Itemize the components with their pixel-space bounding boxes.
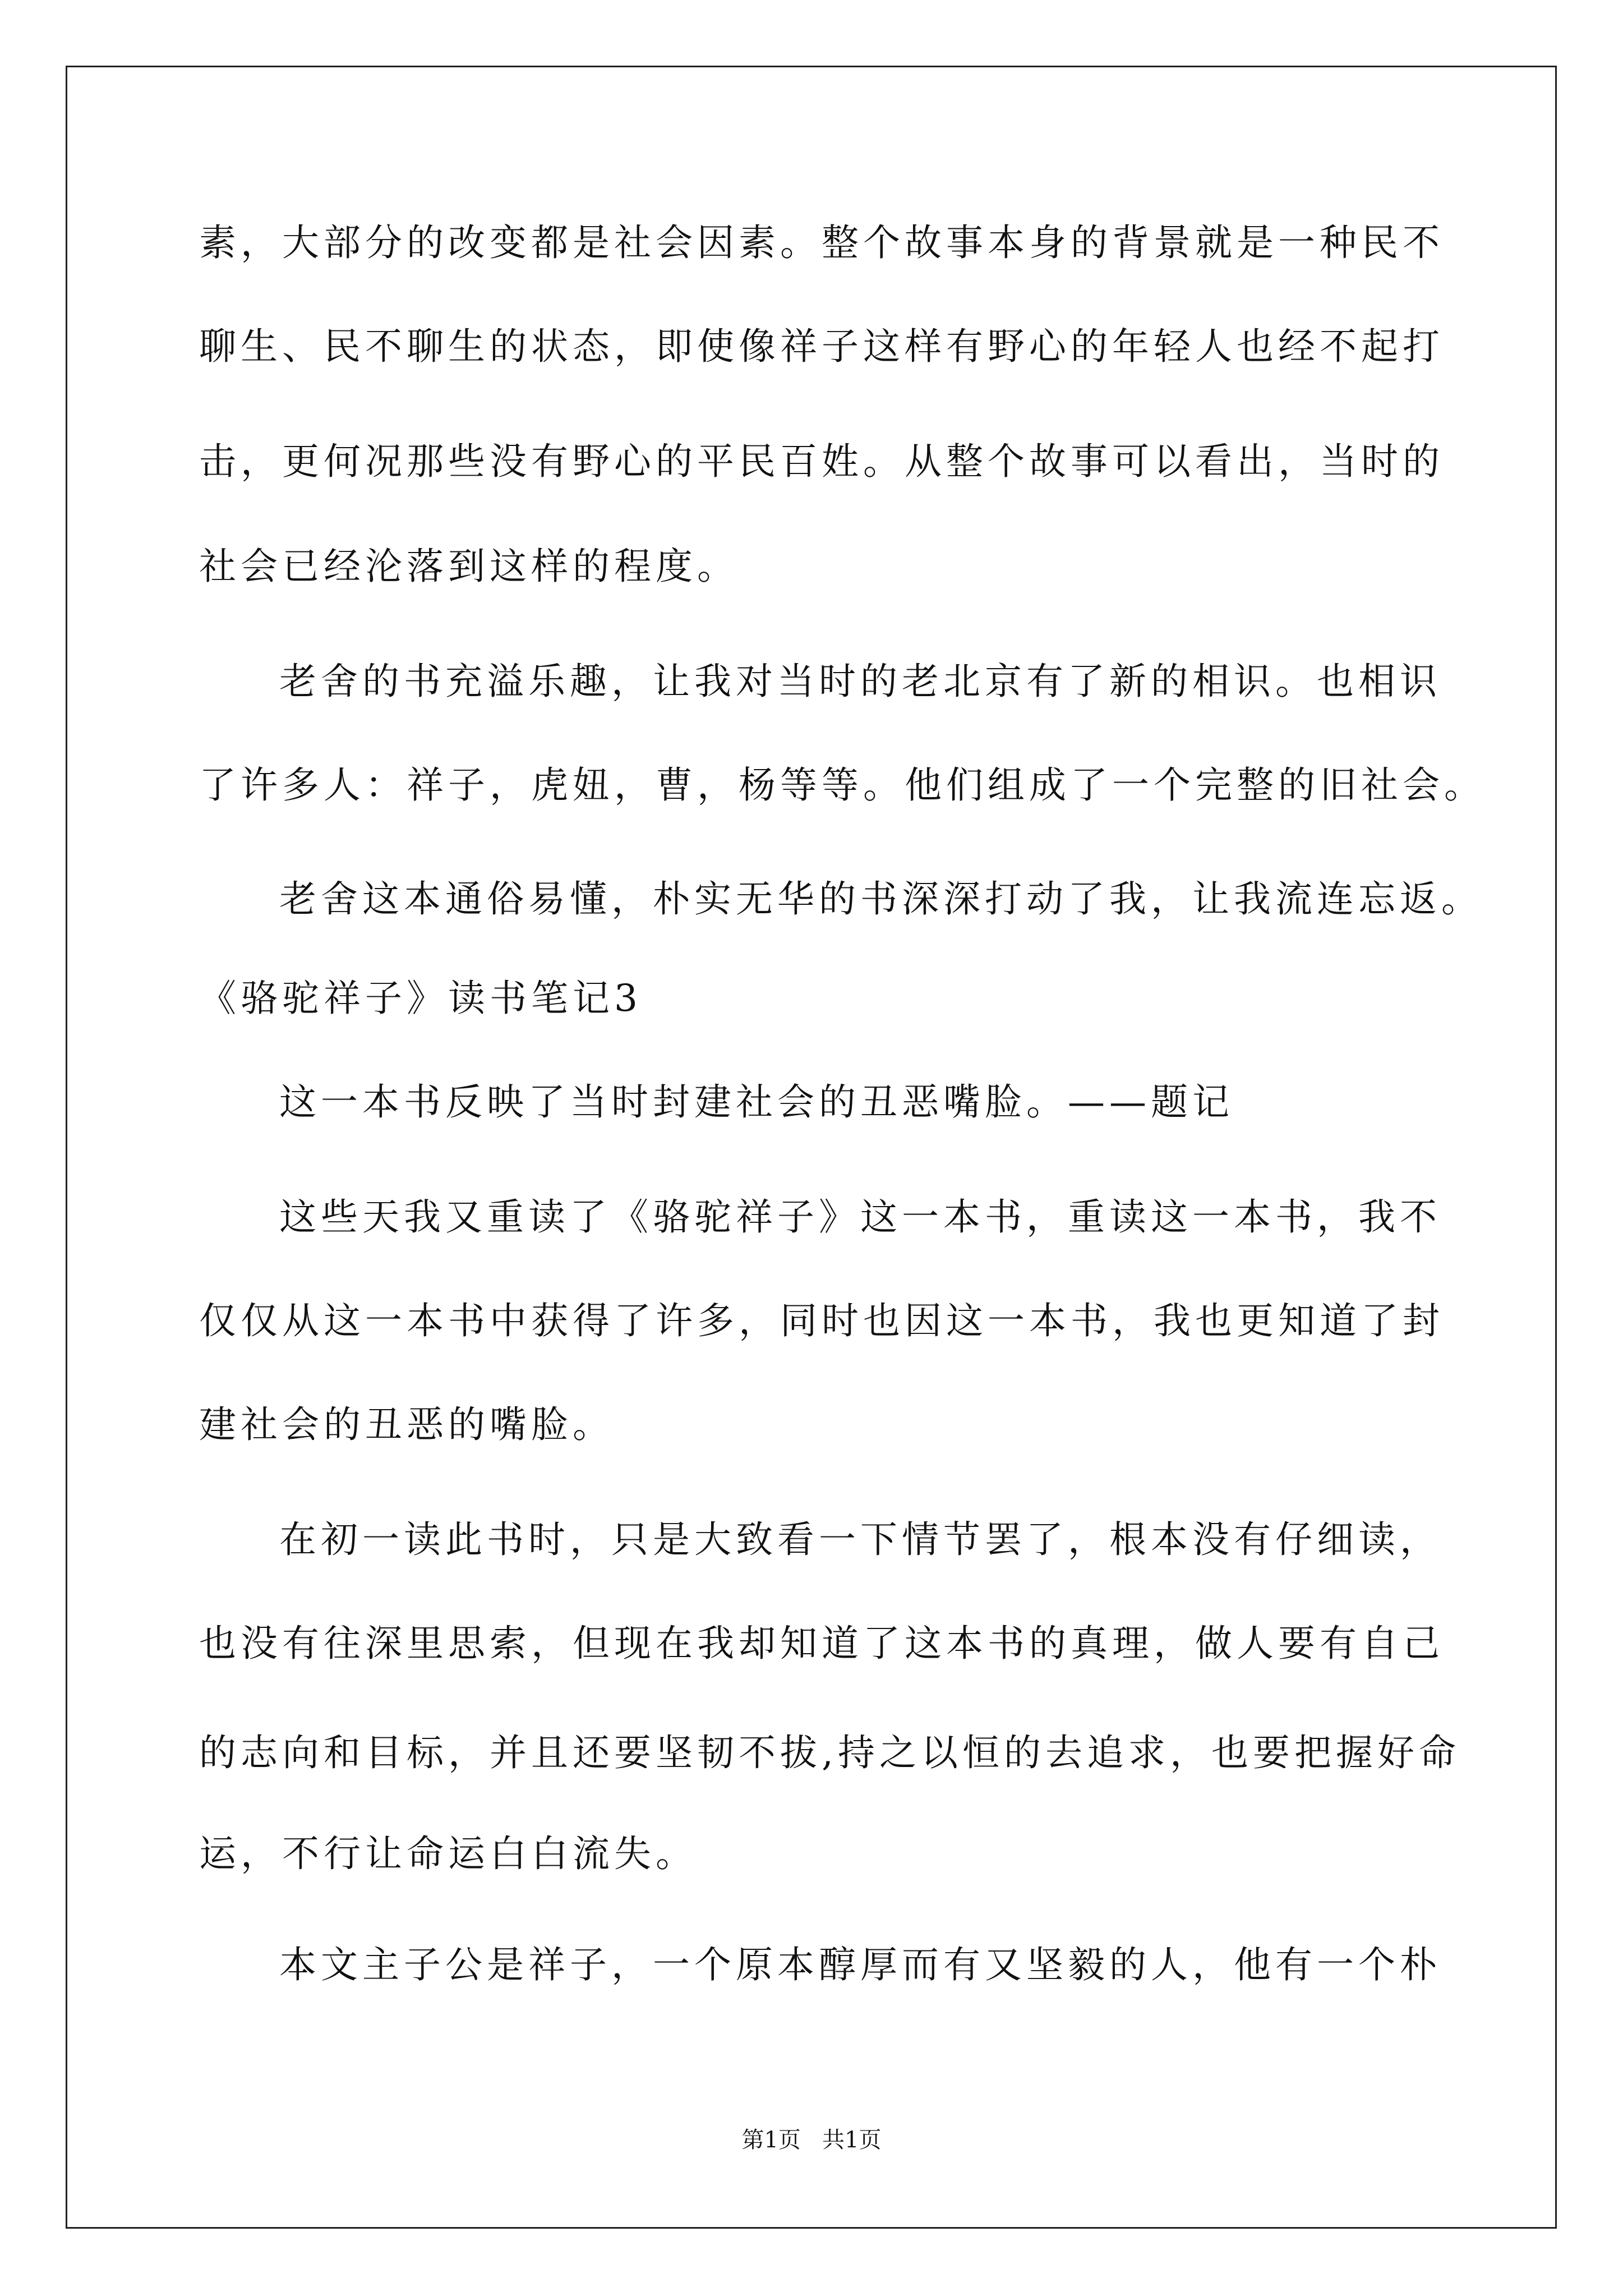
- text-line: 老舍的书充溢乐趣，让我对当时的老北京有了新的相识。也相识: [279, 660, 1441, 703]
- text-line: 仅仅从这一本书中获得了许多，同时也因这一本书，我也更知道了封: [199, 1299, 1444, 1342]
- text-line: 在初一读此书时，只是大致看一下情节罢了，根本没有仔细读，: [279, 1518, 1441, 1561]
- text-line: 老舍这本通俗易懂，朴实无华的书深深打动了我，让我流连忘返。: [279, 877, 1483, 921]
- text-line: 本文主子公是祥子，一个原本醇厚而有又坚毅的人，他有一个朴: [279, 1943, 1441, 1986]
- text-line: 这些天我又重读了《骆驼祥子》这一本书，重读这一本书，我不: [279, 1195, 1441, 1239]
- page-border: [66, 66, 1557, 2229]
- text-line: 了许多人：祥子，虎妞，曹，杨等等。他们组成了一个完整的旧社会。: [199, 763, 1486, 807]
- text-line: 社会已经沦落到这样的程度。: [199, 545, 739, 588]
- text-line: 运，不行让命运白白流失。: [199, 1832, 697, 1875]
- text-line: 的志向和目标，并且还要坚韧不拔,持之以恒的去追求，也要把握好命: [199, 1731, 1460, 1774]
- section-heading: 《骆驼祥子》读书笔记3: [199, 977, 642, 1020]
- text-line: 击，更何况那些没有野心的平民百姓。从整个故事可以看出，当时的: [199, 440, 1444, 483]
- text-line: 素，大部分的改变都是社会因素。整个故事本身的背景就是一种民不: [199, 221, 1444, 264]
- text-line: 也没有往深里思索，但现在我却知道了这本书的真理，做人要有自己: [199, 1622, 1444, 1665]
- text-line: 这一本书反映了当时封建社会的丑恶嘴脸。——题记: [279, 1080, 1234, 1124]
- text-line: 建社会的丑恶的嘴脸。: [199, 1403, 614, 1446]
- page-number-footer: 第1页 共1页: [741, 2127, 882, 2153]
- text-line: 聊生、民不聊生的状态，即使像祥子这样有野心的年轻人也经不起打: [199, 325, 1444, 368]
